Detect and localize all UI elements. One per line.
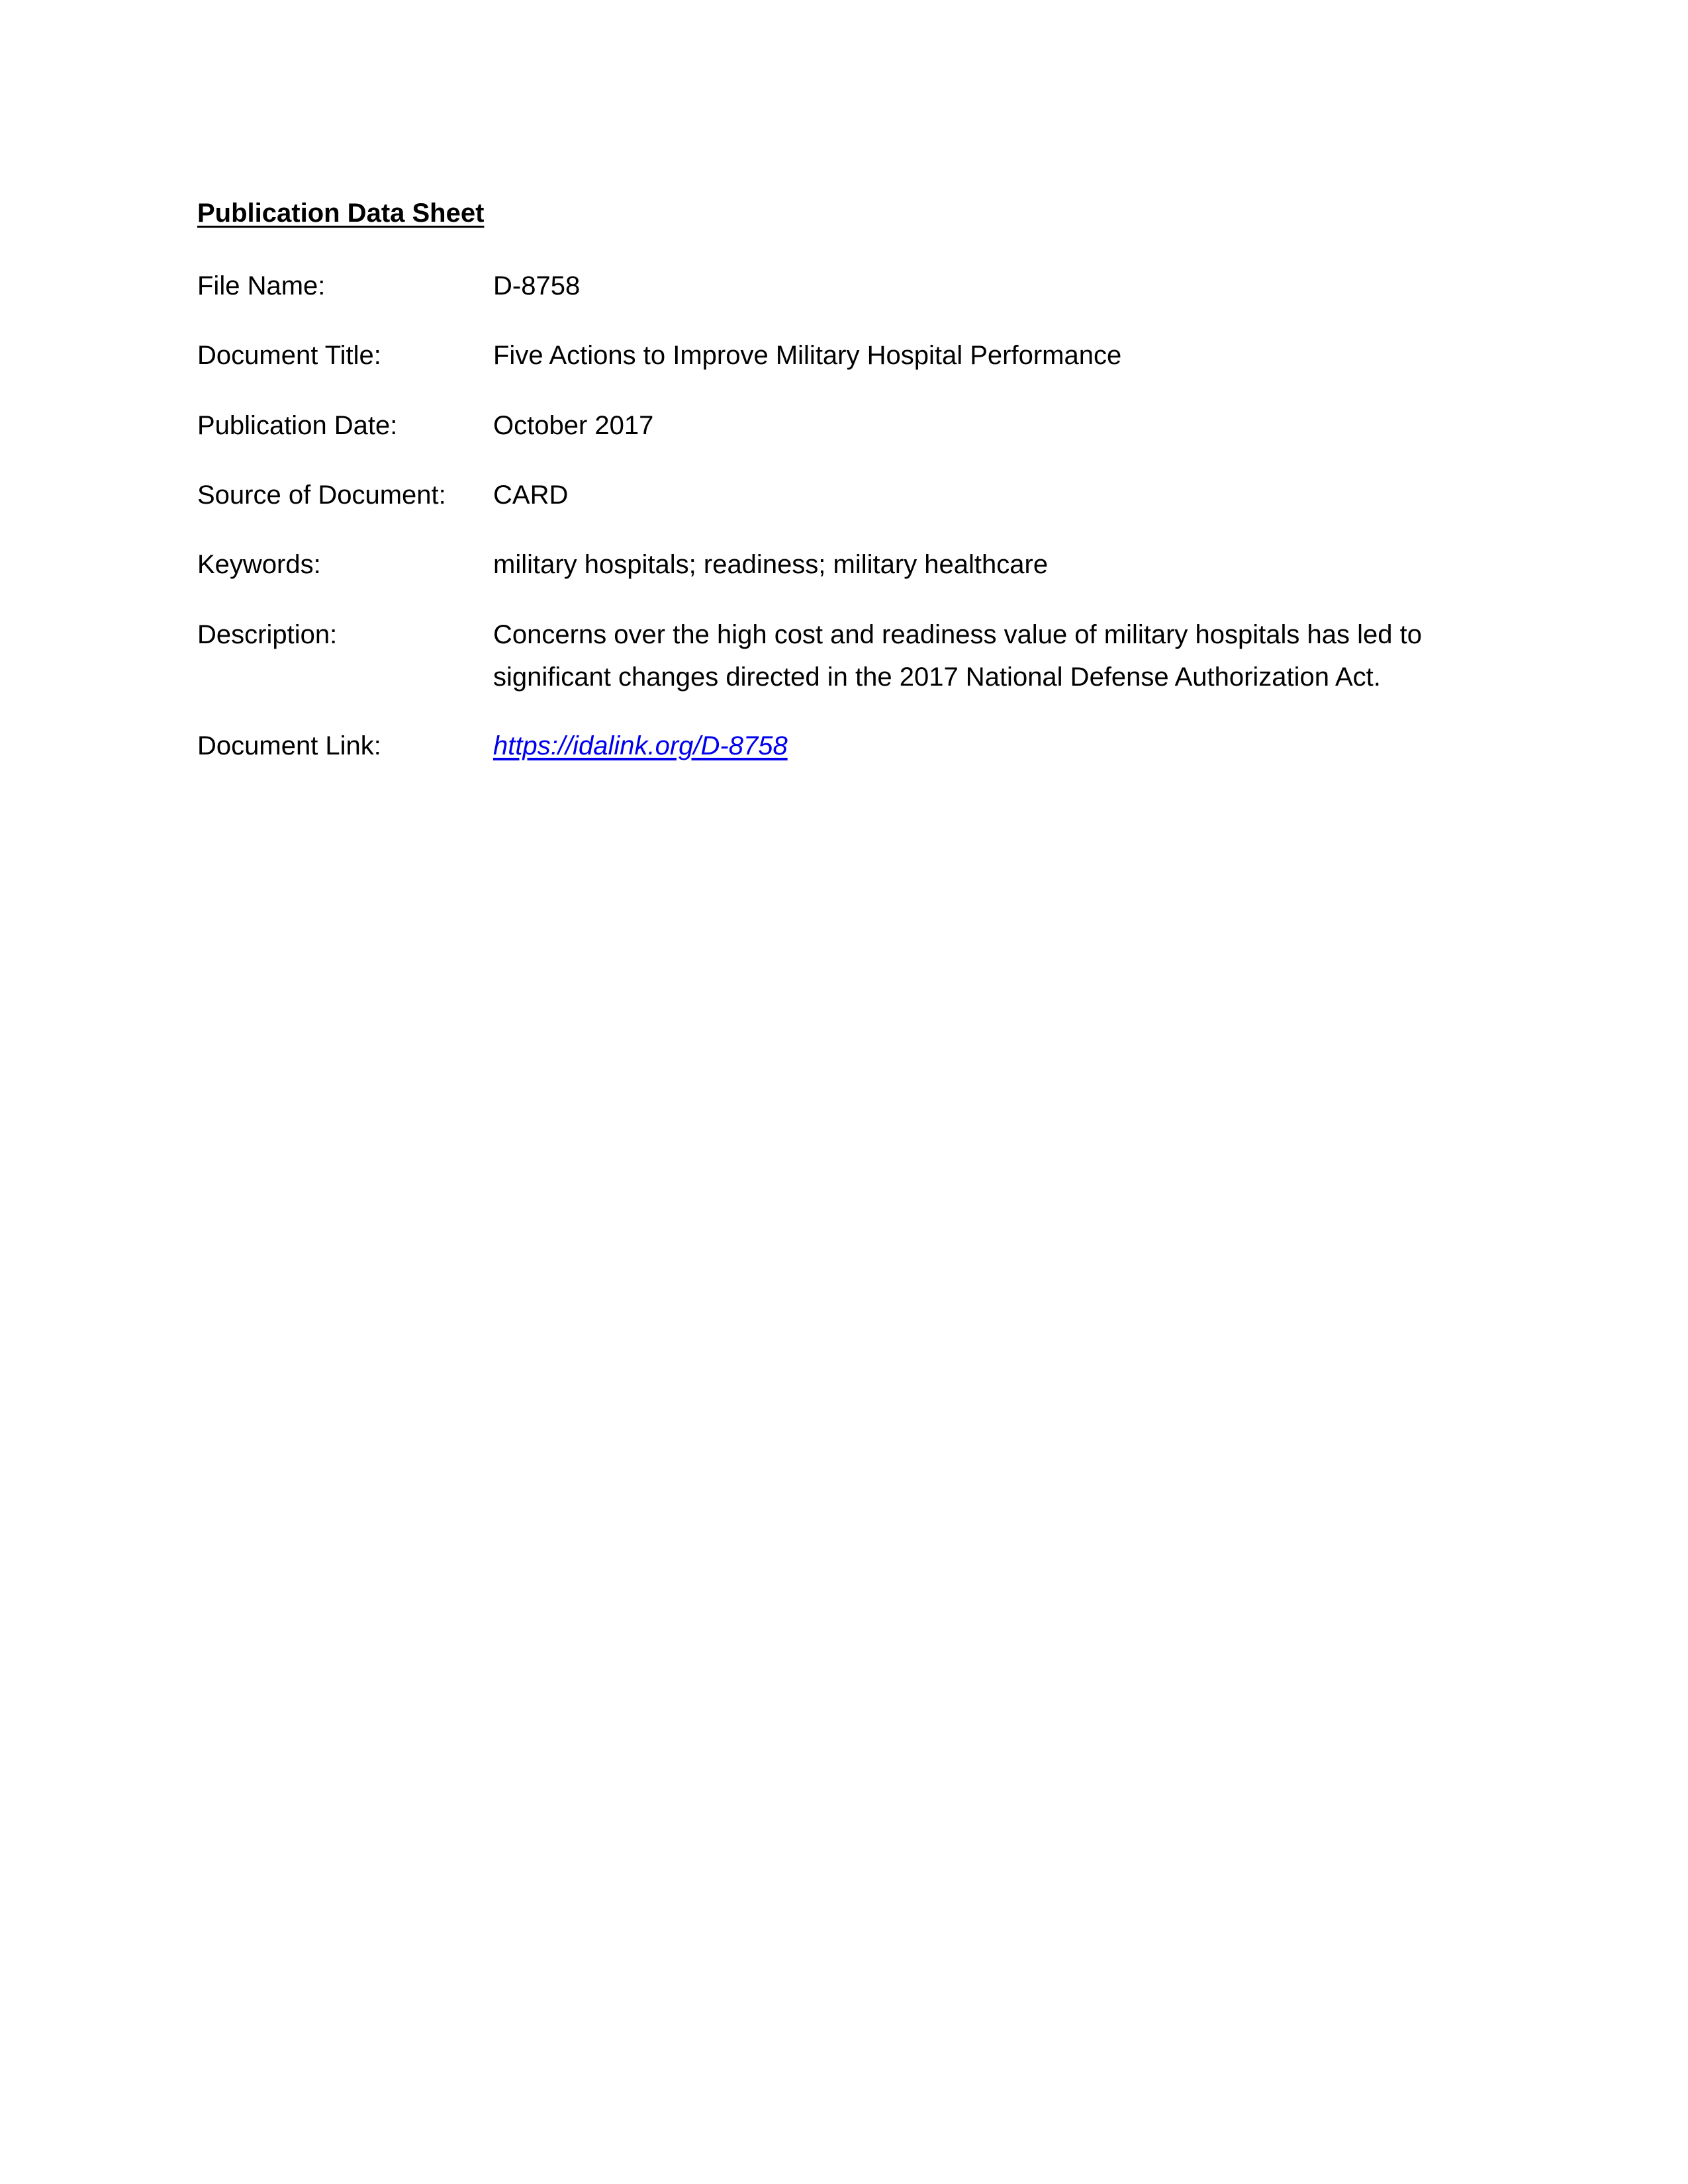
source-label: Source of Document: xyxy=(197,480,446,510)
publication-date-label: Publication Date: xyxy=(197,411,398,440)
publication-date-value: October 2017 xyxy=(493,411,654,440)
description-label: Description: xyxy=(197,620,338,649)
keywords-label: Keywords: xyxy=(197,550,321,579)
document-link-container xyxy=(493,725,1495,767)
source-value: CARD xyxy=(493,480,569,510)
document-link-label: Document Link: xyxy=(197,731,381,760)
document-title-label: Document Title: xyxy=(197,341,381,370)
document-link[interactable]: https://idalink.org/D-8758 xyxy=(493,731,788,760)
page-title: Publication Data Sheet xyxy=(197,199,485,228)
file-name-label: File Name: xyxy=(197,271,326,300)
file-name-value: D-8758 xyxy=(493,271,581,300)
description-value: Concerns over the high cost and readiness value of military hospitals has led to significant changes directed in the 2017 National Defense Authorization Act. xyxy=(493,620,1422,692)
keywords-value: military hospitals; readiness; military healthcare xyxy=(493,550,1049,579)
document-title-value: Five Actions to Improve Military Hospital Performance xyxy=(493,341,1122,370)
